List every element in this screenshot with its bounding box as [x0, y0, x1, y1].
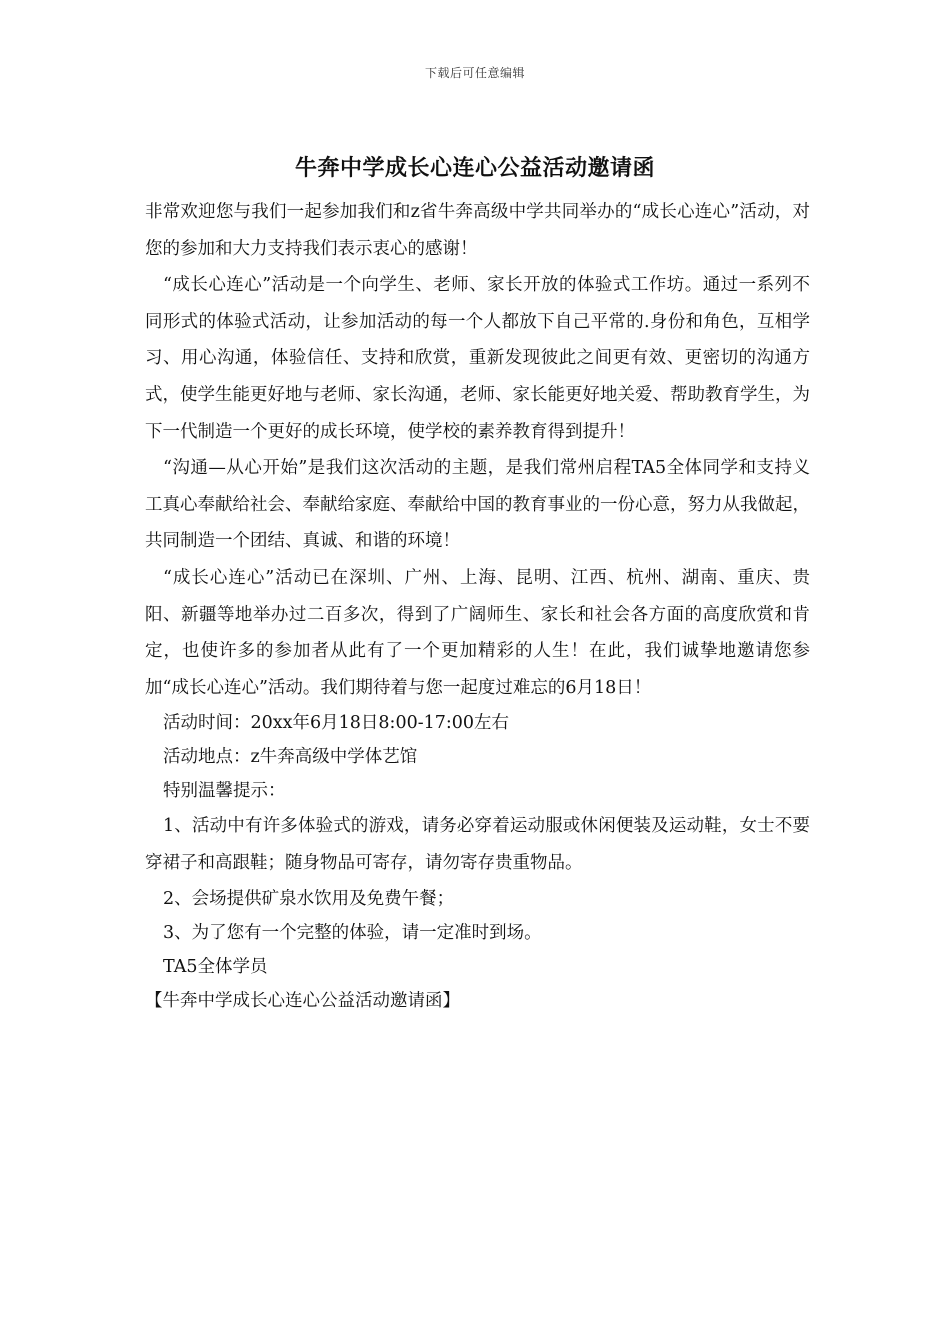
- tip-item: 3、为了您有一个完整的体验，请一定准时到场。: [163, 922, 542, 943]
- paragraph-activity-description: “成长心连心”活动是一个向学生、老师、家长开放的体验式工作坊。通过一系列不同形式的体验式活动，让参加活动的每一个人都放下自己平常的.身份和角色，互相学习、用心沟通，体验信任、支持和欣赏，重新发现彼此之间更有效、更密切的沟通方式，使学生能更好地与老师、家长沟通，老师、家长能更好地关爱、帮助教育学生，为下一代制造一个更好的成长环境，使学校的素养教育得到提升！: [145, 275, 810, 442]
- tip-item: 2、会场提供矿泉水饮用及免费午餐；: [163, 888, 455, 909]
- event-place: 活动地点：z牛奔高级中学体艺馆: [163, 747, 418, 768]
- tips-heading: 特别温馨提示：: [163, 781, 286, 802]
- paragraph-intro: 非常欢迎您与我们一起参加我们和z省牛奔高级中学共同举办的“成长心连心”活动，对您的参加和大力支持我们表示衷心的感谢！: [145, 202, 810, 259]
- header-note: 下载后可任意编辑: [424, 66, 525, 80]
- paragraph-theme: “沟通—从心开始”是我们这次活动的主题，是我们常州启程TA5全体同学和支持义工真心奉献给社会、奉献给家庭、奉献给中国的教育事业的一份心意，努力从我做起，共同制造一个团结、真诚、和谐的环境！: [145, 458, 810, 552]
- footer-title: 【牛奔中学成长心连心公益活动邀请函】: [145, 990, 460, 1011]
- tip-item: 1、活动中有许多体验式的游戏，请务必穿着运动服或休闲便装及运动鞋，女士不要穿裙子和高跟鞋；随身物品可寄存，请勿寄存贵重物品。: [145, 816, 810, 873]
- document-body: [145, 194, 810, 1018]
- document-title: 牛奔中学成长心连心公益活动邀请函: [294, 156, 655, 181]
- paragraph-history: “成长心连心”活动已在深圳、广州、上海、昆明、江西、杭州、湖南、重庆、贵阳、新疆等地举办过二百多次，得到了广阔师生、家长和社会各方面的高度欣赏和肯定，也使许多的参加者从此有了一个更加精彩的人生！在此，我们诚挚地邀请您参加“成长心连心”活动。我们期待着与您一起度过难忘的6月18日！: [145, 567, 810, 698]
- event-time: 活动时间：20xx年6月18日8:00-17:00左右: [163, 713, 510, 734]
- signature: TA5全体学员: [163, 956, 268, 977]
